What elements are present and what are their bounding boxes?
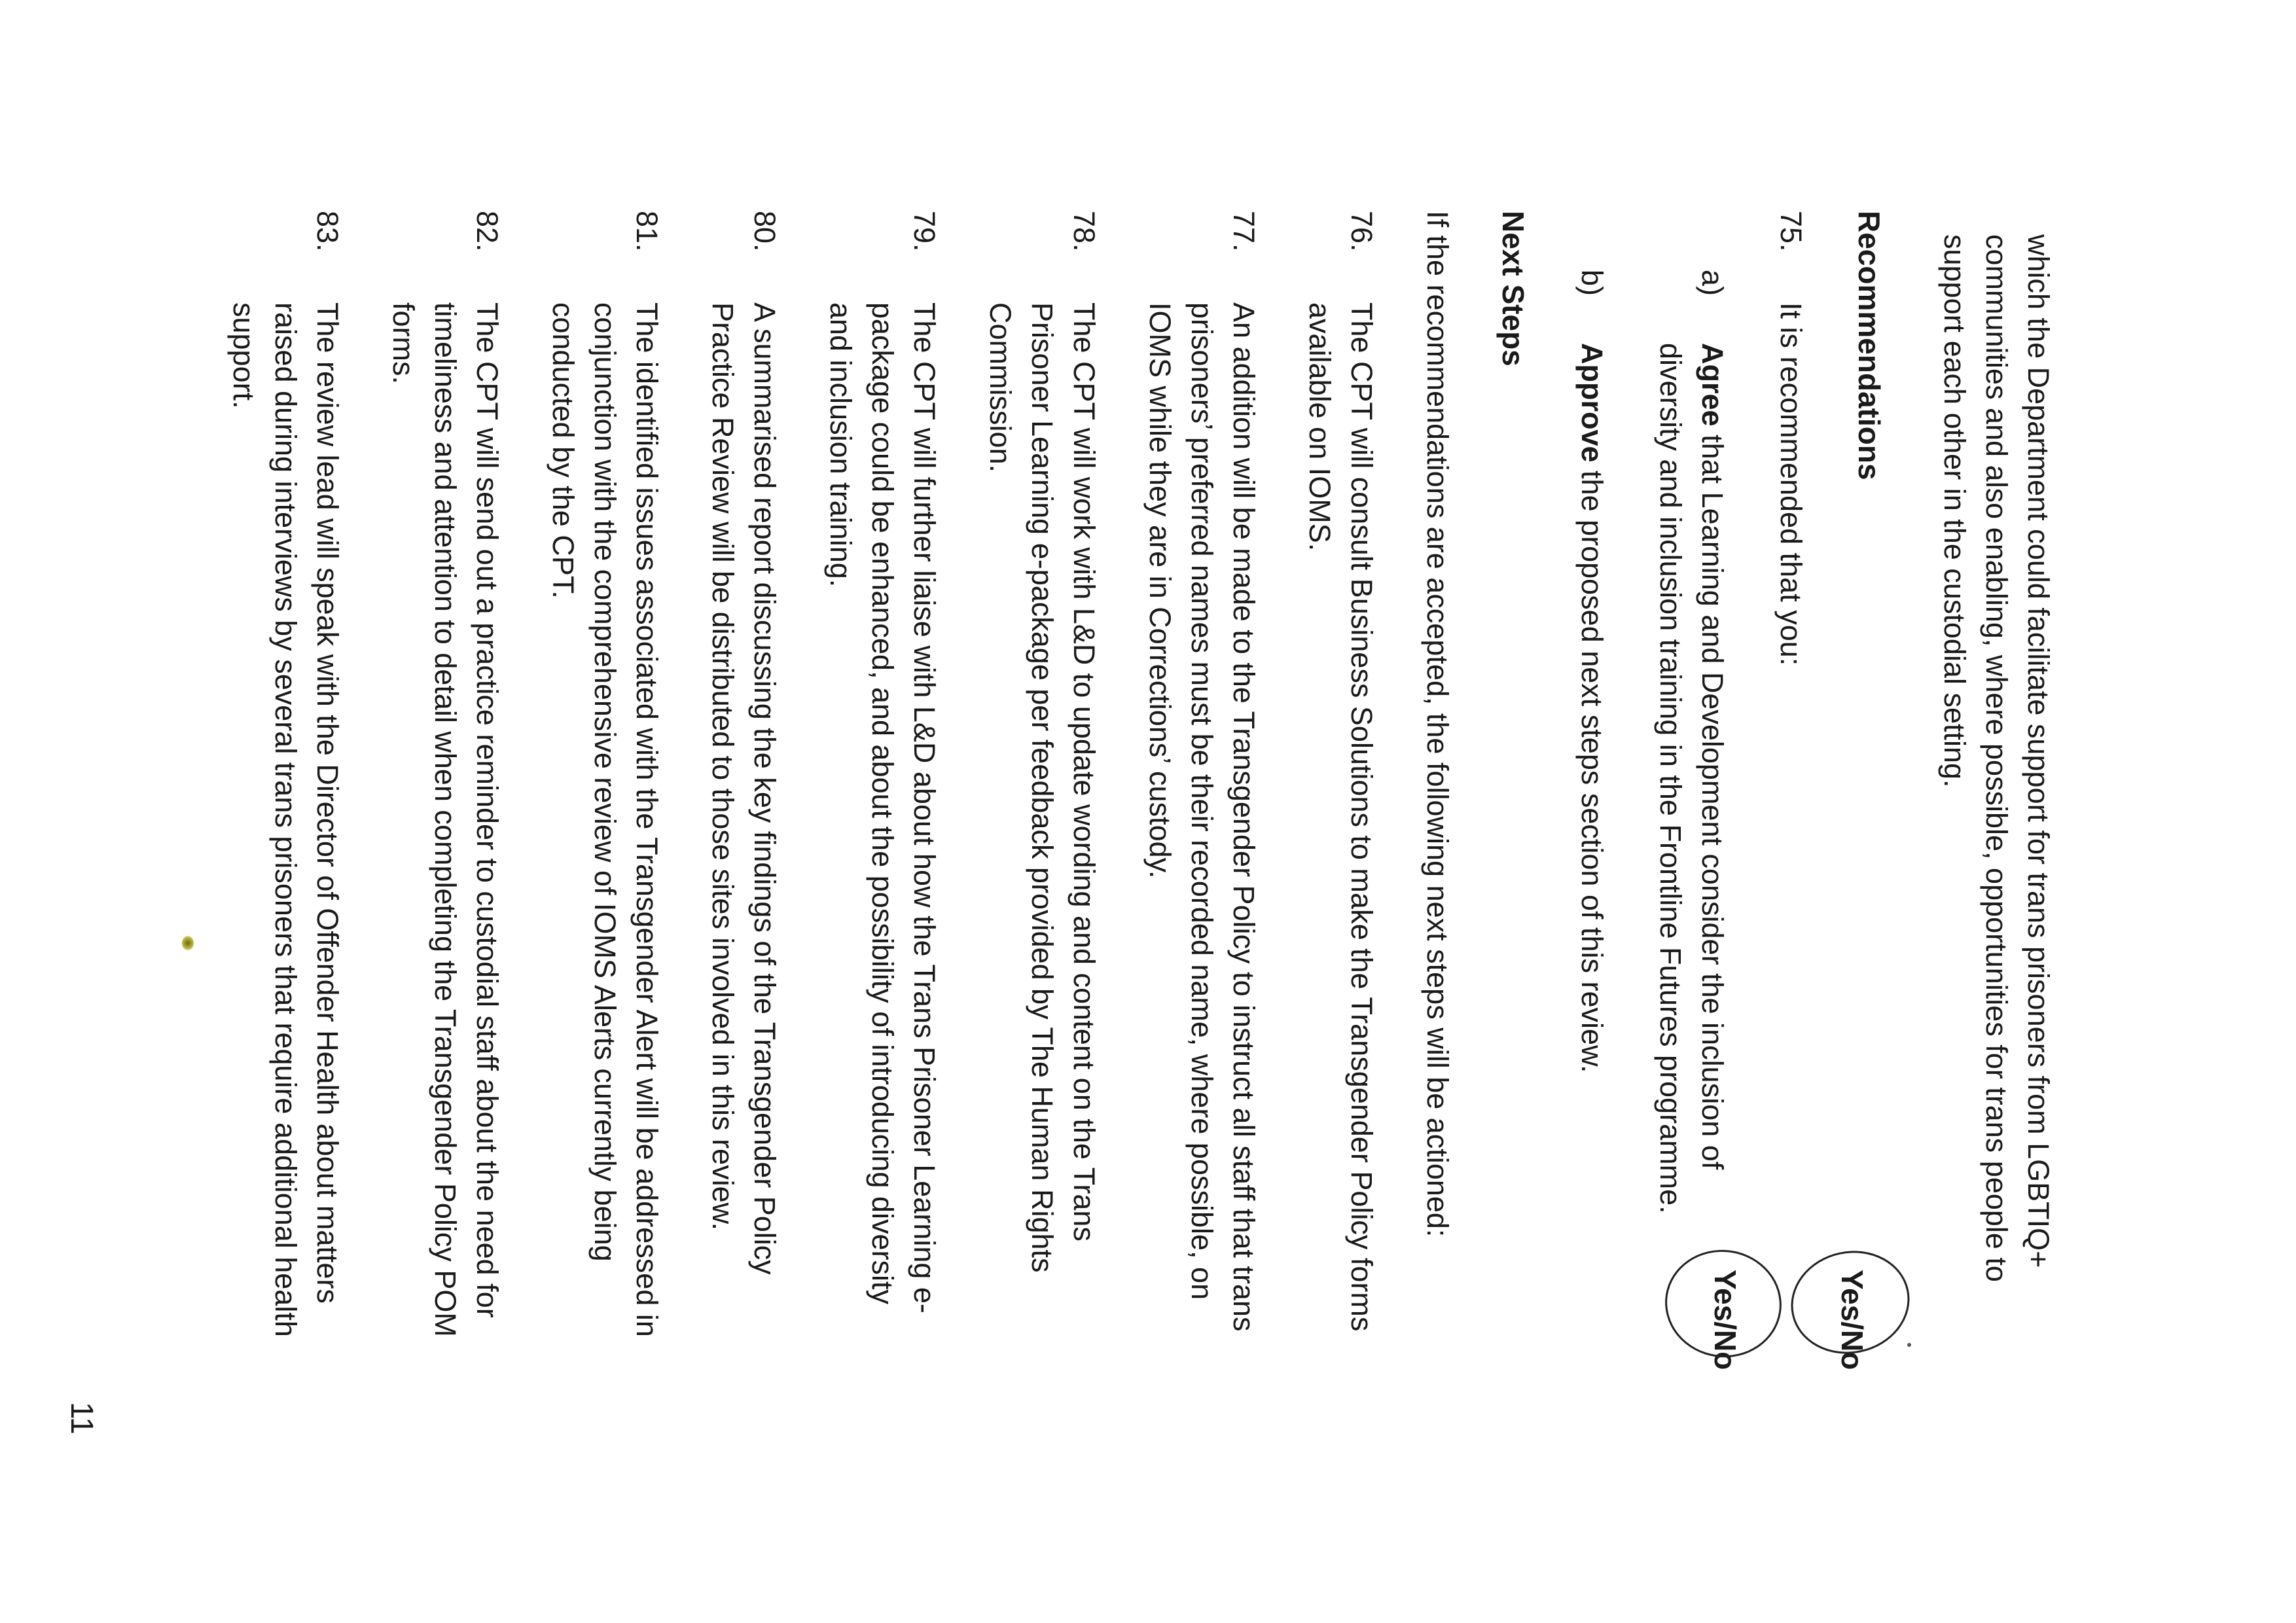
option-b bbox=[1571, 0, 1613, 1623]
item-number: 83. bbox=[311, 211, 344, 252]
next-steps-heading: Next Steps bbox=[1496, 211, 1530, 366]
item-text: An addition will be made to the Transgender Policy to instruct all staff that trans prisoners’ preferred names must be their recorded name, where possible, on IOMS while they are in Corrections’ custody. bbox=[1143, 302, 1261, 1332]
option-marker: b) bbox=[1575, 270, 1609, 296]
item-number: 81. bbox=[630, 211, 664, 252]
item-text: The CPT will work with L&D to update wording and content on the Trans Prisoner Learning e-package per feedback provided by The Human Rights Commission. bbox=[984, 302, 1101, 1273]
item-text: The CPT will send out a practice reminder to custodial staff about the need for timeliness and attention to detail when completing the Transgender Policy POM forms. bbox=[387, 302, 504, 1337]
stain-mark bbox=[182, 936, 194, 950]
item-number: 77. bbox=[1227, 211, 1261, 252]
item-75 bbox=[1770, 0, 1812, 1623]
item-text: The identified issues associated with the Transgender Alert will be addressed in conjunction with the comprehensive review of IOMS Alerts currently being conducted by the CPT. bbox=[547, 302, 664, 1337]
item-79 bbox=[819, 0, 945, 1623]
item-76 bbox=[1299, 0, 1382, 1623]
item-text: The review lead will speak with the Director of Offender Health about matters raised during interviews by several trans prisoners that require additional health support. bbox=[227, 302, 344, 1337]
item-82 bbox=[382, 0, 508, 1623]
item-text: The CPT will further liaise with L&D about how the Trans Prisoner Learning e-package could be enhanced, and about the possibility of introducing diversity and inclusion training. bbox=[824, 302, 941, 1313]
item-text: The CPT will consult Business Solutions to make the Transgender Policy forms available on IOMS. bbox=[1303, 302, 1378, 1332]
option-b-text: the proposed next steps section of this review. bbox=[1575, 462, 1609, 1073]
item-78 bbox=[979, 0, 1105, 1623]
pen-mark bbox=[1907, 1343, 1911, 1347]
item-77 bbox=[1139, 0, 1265, 1623]
item-81 bbox=[542, 0, 668, 1623]
next-steps-intro: If the recommendations are accepted, the following next steps will be actioned: bbox=[1421, 211, 1454, 1238]
option-b-verb: Approve bbox=[1575, 343, 1609, 463]
option-marker: a) bbox=[1696, 270, 1729, 296]
item-number: 78. bbox=[1067, 211, 1101, 252]
option-b-decision: Yes/No bbox=[1708, 1270, 1742, 1370]
option-a bbox=[1649, 0, 1733, 1623]
item-text: A summarised report discussing the key findings of the Transgender Policy Practice Review will be distributed to those sites involved in this review. bbox=[706, 302, 781, 1275]
page-number: 11 bbox=[64, 1402, 99, 1435]
item-80 bbox=[702, 0, 785, 1623]
option-a-decision: Yes/No bbox=[1835, 1270, 1869, 1370]
item-text: It is recommended that you: bbox=[1774, 302, 1808, 666]
option-a-text: that Learning and Development consider the inclusion of diversity and inclusion training in the Frontline Futures programme. bbox=[1654, 343, 1729, 1214]
item-number: 76. bbox=[1345, 211, 1378, 252]
item-number: 80. bbox=[748, 211, 781, 252]
option-a-verb: Agree bbox=[1696, 343, 1729, 427]
recommendations-heading: Recommendations bbox=[1852, 211, 1886, 480]
item-number: 75. bbox=[1774, 211, 1808, 252]
intro-paragraph: which the Department could facilitate support for trans prisoners from LGBTIQ+ communities and also enabling, where possible, opportunities for trans people to support each other in the custodial setting. bbox=[1938, 234, 2055, 1282]
item-number: 82. bbox=[471, 211, 504, 252]
item-83 bbox=[223, 0, 348, 1623]
item-number: 79. bbox=[908, 211, 941, 252]
page-text bbox=[223, 0, 2296, 1623]
